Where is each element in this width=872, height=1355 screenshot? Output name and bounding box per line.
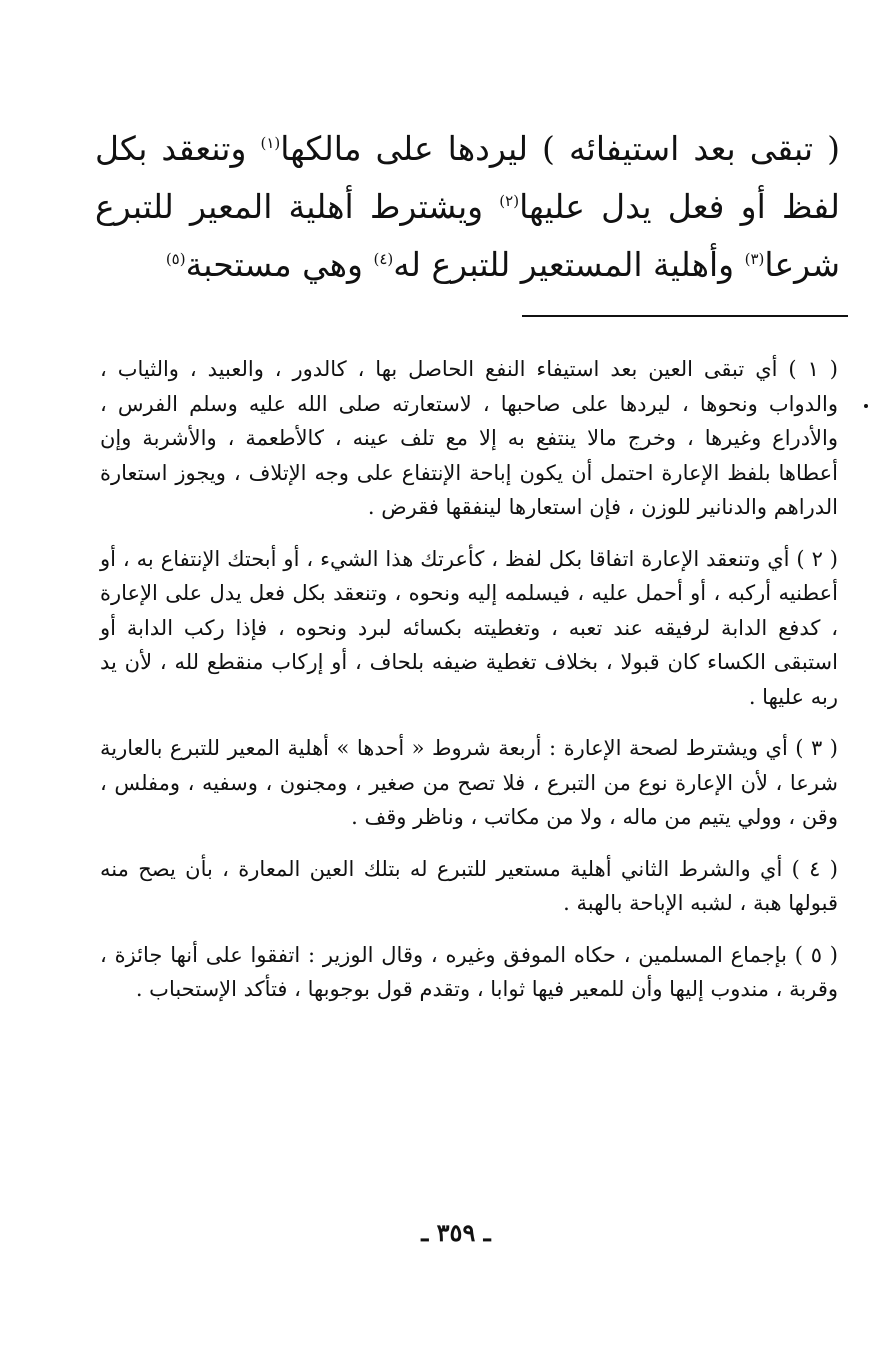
footnote-marker[interactable]: (٥) (165, 250, 186, 268)
footnote-marker[interactable]: (١) (260, 134, 281, 152)
footnote-marker[interactable]: (٢) (499, 192, 520, 210)
footnotes-section (100, 352, 838, 1024)
footnote-4: ( ٤ ) أي والشرط الثاني أهلية مستعير للتبرع له بتلك العين المعارة ، بأن يصح منه قبولها هبة ، لشبه الإباحة بالهبة . (100, 856, 838, 915)
footnote-marker[interactable]: (٣) (744, 250, 765, 268)
footnote-marker[interactable]: (٤) (373, 250, 394, 268)
page-number: ـ ٣٥٩ ـ (421, 1218, 491, 1247)
footnote-2: ( ٢ ) أي وتنعقد الإعارة اتفاقا بكل لفظ ، كأعرتك هذا الشيء ، أو أبحتك الإنتفاع به ، أو أعطنيه أركبه ، أو أحمل عليه ، فيسلمه إليه ونحوه ، وتنعقد بكل فعل يدل على الإعارة ، كدفع الدابة لرفيقه عند تعبه ، وتغطيته بكسائه لبرد ونحوه ، فإذا ركب الدابة أو استبقى الكساء كان قبولا ، بخلاف تغطية ضيفه بلحاف ، أو إركاب منقطع لله ، لأن يد ربه عليها . (100, 546, 839, 709)
main-text-segment: وهي مستحبة (185, 245, 374, 284)
main-text (95, 120, 840, 294)
footnote-5: ( ٥ ) بإجماع المسلمين ، حكاه الموفق وغيره ، وقال الوزير : اتفقوا على أنها جائزة ، وقربة ، مندوب إليها وأن للمعير فيها ثوابا ، وتقدم قول بوجوبها ، فتأكد الإستحباب . (100, 942, 838, 1001)
footnote-1: ( ١ ) أي تبقى العين بعد استيفاء النفع الحاصل بها ، كالدور ، والعبيد ، والثياب ، والدواب ونحوها ، ليردها على صاحبها ، لاستعارته صلى الله عليه وسلم الفرس ، والأدراع وغيرها ، وخرج مالا ينتفع به إلا مع تلف عينه ، كالأطعمة ، والأشربة وإن أعطاها بلفظ الإعارة احتمل أن يكون إباحة الإنتفاع على وجه الإتلاف ، ويجوز استعارة الدراهم والدنانير للوزن ، فإن استعارها لينفقها فقرض . (100, 357, 838, 519)
footnote-3: ( ٣ ) أي ويشترط لصحة الإعارة : أربعة شروط « أحدها » أهلية المعير للتبرع بالعارية شرعا ، لأن الإعارة نوع من التبرع ، فلا تصح من صغير ، ومجنون ، وسفيه ، ومفلس ، وقن ، وولي يتيم من ماله ، ولا من مكاتب ، وناظر وقف . (100, 736, 838, 829)
main-text-segment: وتنعقد بكل لفظ أو فعل يدل عليها (95, 129, 840, 226)
main-text-segment: ويشترط أهلية المعير للتبرع شرعا (95, 187, 840, 284)
footnote-separator (522, 315, 848, 317)
stray-ink-dot (864, 404, 868, 408)
main-text-segment: وأهلية المستعير للتبرع له (393, 245, 745, 284)
main-text-segment: ( تبقى بعد استيفائه ) ليردها على مالكها (280, 129, 840, 168)
